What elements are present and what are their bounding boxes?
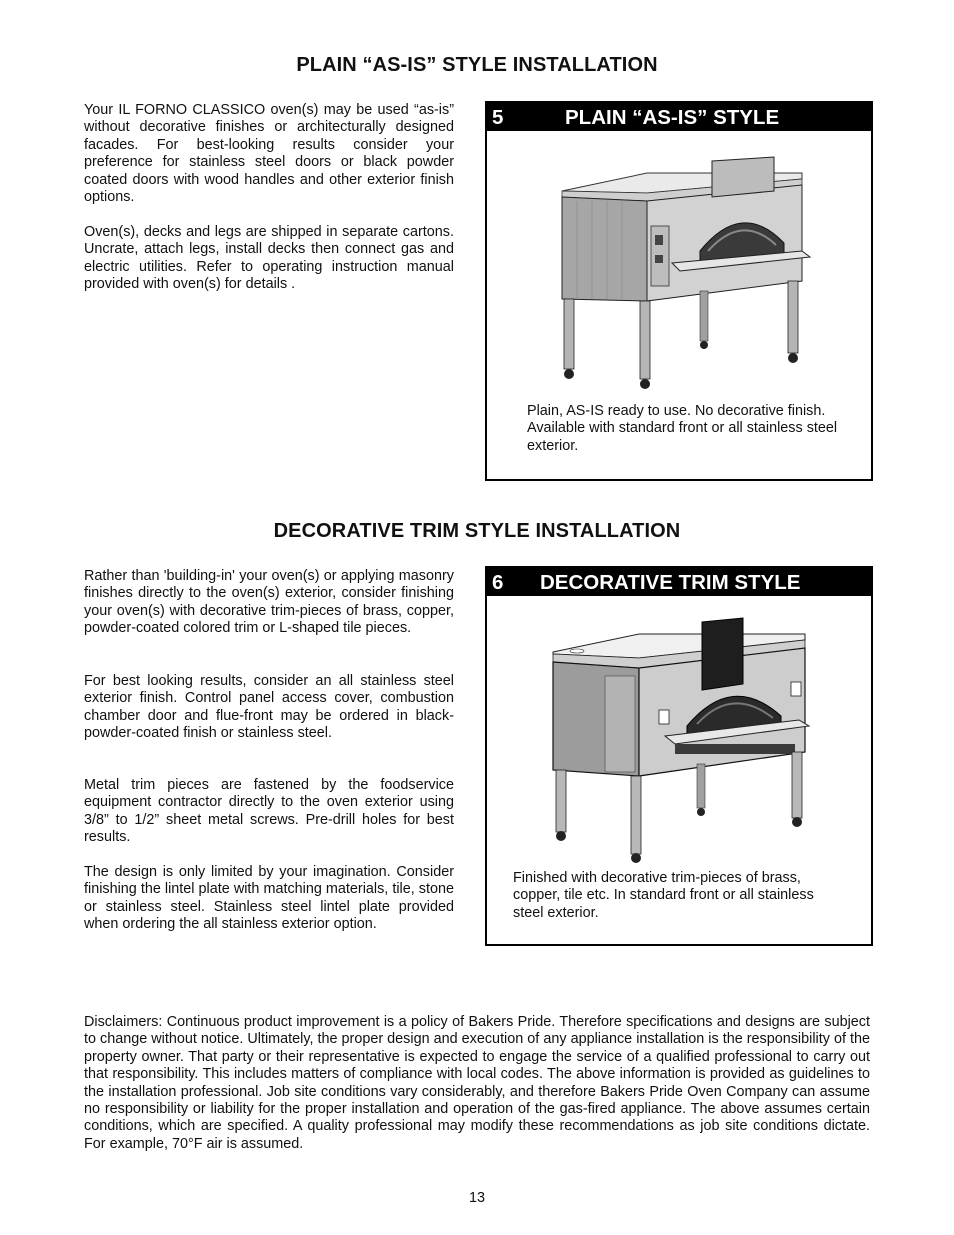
figure-6-title: DECORATIVE TRIM STYLE	[540, 571, 801, 594]
section-heading-decorative-trim: DECORATIVE TRIM STYLE INSTALLATION	[273, 520, 681, 542]
figure-6-caption: Finished with decorative trim-pieces of brass, copper, tile etc. In standard front or all stainless steel exterior.	[513, 870, 814, 921]
figure-5-box	[485, 101, 873, 481]
disclaimer-paragraph: Disclaimers: Continuous product improvement is a policy of Bakers Pride. Therefore specifications and designs are subject to change without notice. Ultimately, the proper design and execution of any appliance installation is the responsibility of the property owner. That party or their representative is expected to engage the service of a qualified professional to carry out that responsibility. This includes matters of compliance with local codes. The above information is provided as guidelines to the installation professional. Job site conditions vary considerably, and therefore Bakers Pride Oven Company can assume no responsibility or liability for the proper installation and operation of the gas-fired appliance. The above assumes certain conditions, which are specified. A quality professional may modify these recommendations as job site conditions dictate. For example, 70°F air is assumed.	[84, 1014, 870, 1152]
figure-6-box	[485, 566, 873, 946]
figure-5-title-bar	[487, 103, 871, 131]
decorative-paragraph-4: The design is only limited by your imagination. Consider finishing the lintel plate with matching materials, tile, stone or stainless steel. Stainless steel lintel plate provided when ordering the all stainless exterior option.	[84, 864, 454, 933]
decorative-paragraph-3: Metal trim pieces are fastened by the foodservice equipment contractor directly to the oven exterior using 3/8” to 1/2” sheet metal screws. Pre-drill holes for best results.	[84, 777, 454, 846]
section-heading-plain-style: PLAIN “AS-IS” STYLE INSTALLATION	[296, 54, 658, 76]
decorative-oven-illustration	[547, 614, 817, 864]
decorative-paragraph-1: Rather than 'building-in' your oven(s) or applying masonry finishes directly to the oven(s) exterior, consider finishing your oven(s) with decorative trim-pieces of brass, copper, powder-coated colored trim or L-shaped tile pieces.	[84, 568, 454, 637]
figure-6-title-bar	[487, 568, 871, 596]
figure-5-title: PLAIN “AS-IS” STYLE	[565, 106, 780, 129]
plain-oven-illustration	[552, 151, 812, 401]
plain-style-paragraph-1: Your IL FORNO CLASSICO oven(s) may be used “as-is” without decorative finishes or architecturally designed facades. For best-looking results consider your preference for stainless steel doors or black powder coated doors with wood handles and other exterior finish options.	[84, 102, 454, 206]
page-number: 13	[468, 1190, 485, 1206]
figure-5-number: 5	[492, 106, 504, 129]
figure-6-number: 6	[492, 571, 504, 594]
plain-style-paragraph-2: Oven(s), decks and legs are shipped in separate cartons. Uncrate, attach legs, install decks then connect gas and electric utilities. Refer to operating instruction manual provided with oven(s) for details .	[84, 224, 454, 293]
figure-5-caption: Plain, AS-IS ready to use. No decorative finish. Available with standard front or all stainless steel exterior.	[527, 403, 838, 454]
decorative-paragraph-2: For best looking results, consider an all stainless steel exterior finish. Control panel access cover, combustion chamber door and flue-front may be ordered in black-powder-coated finish or stainless steel.	[84, 673, 454, 742]
